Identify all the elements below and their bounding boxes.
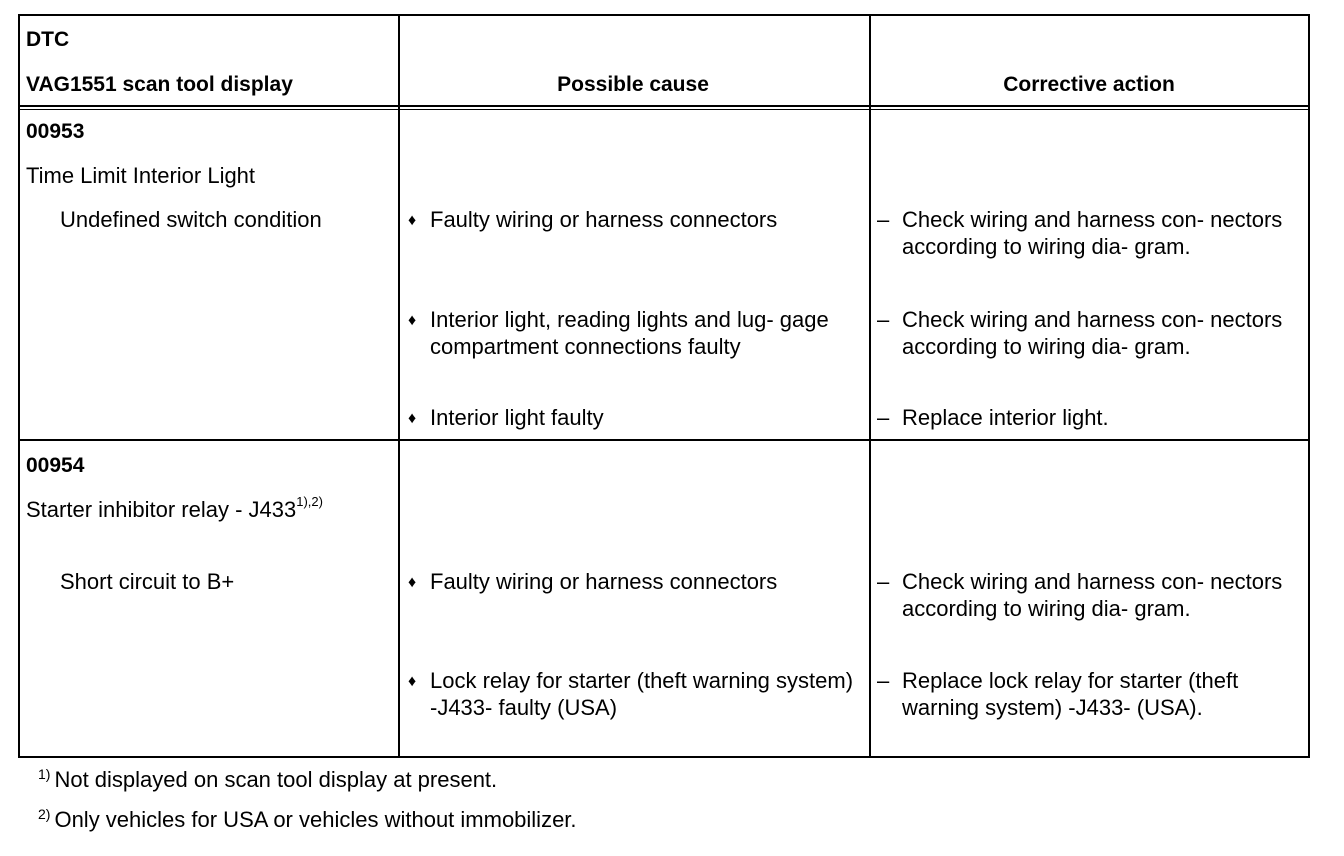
- header-scan-tool-display: VAG1551 scan tool display: [26, 73, 293, 96]
- action-text: Replace interior light.: [902, 405, 1109, 430]
- bullet-icon: ♦: [408, 410, 417, 427]
- footnote-mark: 1): [38, 766, 51, 782]
- dash-icon: –: [877, 569, 890, 594]
- row-divider: [20, 439, 1308, 441]
- action-text: Replace lock relay for starter (theft warning system) -J433- (USA).: [902, 668, 1239, 720]
- footnote-2: [38, 806, 577, 836]
- footnote-text: Only vehicles for USA or vehicles without immobilizer.: [54, 807, 577, 832]
- cause-text: Lock relay for starter (theft warning system) -J433- faulty (USA): [430, 668, 854, 720]
- dash-icon: –: [877, 207, 890, 232]
- header-divider-inner: [20, 109, 1308, 110]
- header-corrective-action: Corrective action: [1003, 73, 1175, 96]
- dtc-component-text: Starter inhibitor relay - J433: [26, 497, 297, 522]
- cause-text: Faulty wiring or harness connectors: [430, 569, 778, 594]
- footnote-mark: 2): [38, 806, 51, 822]
- action-text: Check wiring and harness con- nectors according to wiring dia- gram.: [902, 569, 1283, 621]
- dtc-condition: Short circuit to B+: [60, 569, 235, 594]
- dtc-code: 00953: [26, 120, 85, 143]
- dtc-component: [26, 493, 326, 523]
- header-possible-cause: Possible cause: [557, 73, 709, 96]
- column-divider-1: [398, 16, 400, 756]
- dash-icon: –: [877, 668, 890, 693]
- dtc-condition: Undefined switch condition: [60, 207, 322, 232]
- bullet-icon: ♦: [408, 574, 417, 591]
- dtc-table: [18, 14, 1310, 758]
- footnote-ref: 1),2): [296, 493, 323, 509]
- cause-text: Interior light, reading lights and lug- gage compartment connections faulty: [430, 307, 829, 359]
- bullet-icon: ♦: [408, 312, 417, 329]
- action-text: Check wiring and harness con- nectors according to wiring dia- gram.: [902, 207, 1283, 259]
- footnote-1: [38, 766, 497, 796]
- header-dtc: DTC: [26, 28, 70, 51]
- dash-icon: –: [877, 405, 890, 430]
- header-divider: [20, 105, 1308, 107]
- bullet-icon: ♦: [408, 673, 417, 690]
- dtc-component: Time Limit Interior Light: [26, 163, 256, 188]
- dash-icon: –: [877, 307, 890, 332]
- dtc-code: 00954: [26, 454, 85, 477]
- cause-text: Interior light faulty: [430, 405, 604, 430]
- action-text: Check wiring and harness con- nectors according to wiring dia- gram.: [902, 307, 1283, 359]
- column-divider-2: [869, 16, 871, 756]
- bullet-icon: ♦: [408, 212, 417, 229]
- footnote-text: Not displayed on scan tool display at present.: [54, 767, 498, 792]
- cause-text: Faulty wiring or harness connectors: [430, 207, 778, 232]
